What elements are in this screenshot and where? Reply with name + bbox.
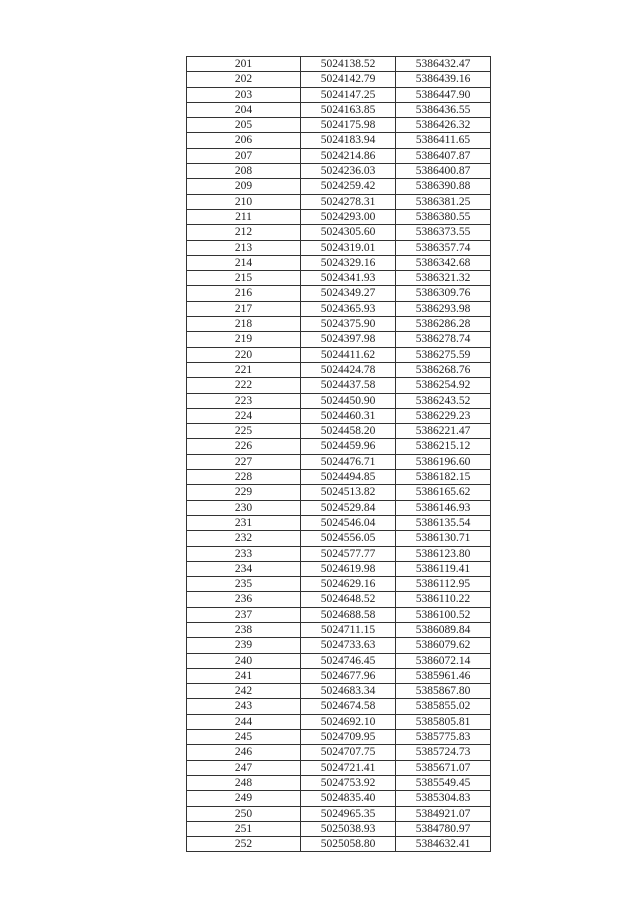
y-coordinate-cell: 5386357.74 (396, 240, 491, 255)
x-coordinate-cell: 5024147.25 (301, 87, 396, 102)
point-number-cell: 213 (187, 240, 301, 255)
point-number-cell: 208 (187, 164, 301, 179)
table-row (187, 72, 491, 87)
y-coordinate-cell: 5386275.59 (396, 347, 491, 362)
point-number-cell: 252 (187, 837, 301, 852)
y-coordinate-cell: 5386072.14 (396, 653, 491, 668)
x-coordinate-cell: 5024259.42 (301, 179, 396, 194)
table-row (187, 730, 491, 745)
table-row (187, 531, 491, 546)
y-coordinate-cell: 5386321.32 (396, 271, 491, 286)
y-coordinate-cell: 5386100.52 (396, 607, 491, 622)
point-number-cell: 249 (187, 791, 301, 806)
table-row (187, 745, 491, 760)
point-number-cell: 251 (187, 821, 301, 836)
y-coordinate-cell: 5385961.46 (396, 668, 491, 683)
point-number-cell: 229 (187, 485, 301, 500)
y-coordinate-cell: 5385805.81 (396, 714, 491, 729)
table-row (187, 408, 491, 423)
y-coordinate-cell: 5386381.25 (396, 194, 491, 209)
point-number-cell: 230 (187, 500, 301, 515)
x-coordinate-cell: 5024411.62 (301, 347, 396, 362)
x-coordinate-cell: 5024397.98 (301, 332, 396, 347)
point-number-cell: 220 (187, 347, 301, 362)
point-number-cell: 204 (187, 102, 301, 117)
point-number-cell: 235 (187, 577, 301, 592)
point-number-cell: 247 (187, 760, 301, 775)
y-coordinate-cell: 5385867.80 (396, 684, 491, 699)
y-coordinate-cell: 5385549.45 (396, 775, 491, 790)
x-coordinate-cell: 5024546.04 (301, 515, 396, 530)
table-row (187, 240, 491, 255)
table-row (187, 393, 491, 408)
point-number-cell: 212 (187, 225, 301, 240)
y-coordinate-cell: 5386407.87 (396, 148, 491, 163)
table-row (187, 439, 491, 454)
table-row (187, 286, 491, 301)
table-row (187, 118, 491, 133)
x-coordinate-cell: 5024753.92 (301, 775, 396, 790)
table-row (187, 806, 491, 821)
y-coordinate-cell: 5386447.90 (396, 87, 491, 102)
table-row (187, 561, 491, 576)
x-coordinate-cell: 5025038.93 (301, 821, 396, 836)
point-number-cell: 238 (187, 622, 301, 637)
y-coordinate-cell: 5386229.23 (396, 408, 491, 423)
table-row (187, 57, 491, 72)
point-number-cell: 215 (187, 271, 301, 286)
table-row (187, 653, 491, 668)
y-coordinate-cell: 5386268.76 (396, 362, 491, 377)
table-row (187, 791, 491, 806)
coordinates-table (186, 56, 491, 852)
table-row (187, 194, 491, 209)
table-row (187, 638, 491, 653)
y-coordinate-cell: 5386390.88 (396, 179, 491, 194)
point-number-cell: 248 (187, 775, 301, 790)
y-coordinate-cell: 5386089.84 (396, 622, 491, 637)
table-row (187, 347, 491, 362)
y-coordinate-cell: 5386079.62 (396, 638, 491, 653)
y-coordinate-cell: 5386221.47 (396, 424, 491, 439)
point-number-cell: 250 (187, 806, 301, 821)
y-coordinate-cell: 5386426.32 (396, 118, 491, 133)
point-number-cell: 240 (187, 653, 301, 668)
point-number-cell: 228 (187, 470, 301, 485)
x-coordinate-cell: 5024341.93 (301, 271, 396, 286)
point-number-cell: 225 (187, 424, 301, 439)
y-coordinate-cell: 5386278.74 (396, 332, 491, 347)
table-row (187, 760, 491, 775)
point-number-cell: 211 (187, 209, 301, 224)
y-coordinate-cell: 5386439.16 (396, 72, 491, 87)
point-number-cell: 222 (187, 378, 301, 393)
point-number-cell: 236 (187, 592, 301, 607)
point-number-cell: 217 (187, 301, 301, 316)
table-row (187, 148, 491, 163)
y-coordinate-cell: 5384780.97 (396, 821, 491, 836)
point-number-cell: 210 (187, 194, 301, 209)
x-coordinate-cell: 5024494.85 (301, 470, 396, 485)
table-row (187, 378, 491, 393)
table-row (187, 225, 491, 240)
x-coordinate-cell: 5024319.01 (301, 240, 396, 255)
table-row (187, 317, 491, 332)
point-number-cell: 224 (187, 408, 301, 423)
x-coordinate-cell: 5024476.71 (301, 454, 396, 469)
point-number-cell: 219 (187, 332, 301, 347)
x-coordinate-cell: 5024707.75 (301, 745, 396, 760)
x-coordinate-cell: 5024450.90 (301, 393, 396, 408)
x-coordinate-cell: 5024965.35 (301, 806, 396, 821)
point-number-cell: 207 (187, 148, 301, 163)
table-row (187, 470, 491, 485)
y-coordinate-cell: 5384921.07 (396, 806, 491, 821)
y-coordinate-cell: 5386400.87 (396, 164, 491, 179)
x-coordinate-cell: 5024293.00 (301, 209, 396, 224)
x-coordinate-cell: 5024688.58 (301, 607, 396, 622)
x-coordinate-cell: 5024138.52 (301, 57, 396, 72)
table-row (187, 515, 491, 530)
y-coordinate-cell: 5386243.52 (396, 393, 491, 408)
point-number-cell: 242 (187, 684, 301, 699)
x-coordinate-cell: 5024746.45 (301, 653, 396, 668)
x-coordinate-cell: 5024236.03 (301, 164, 396, 179)
point-number-cell: 245 (187, 730, 301, 745)
point-number-cell: 246 (187, 745, 301, 760)
y-coordinate-cell: 5385855.02 (396, 699, 491, 714)
point-number-cell: 241 (187, 668, 301, 683)
x-coordinate-cell: 5024709.95 (301, 730, 396, 745)
x-coordinate-cell: 5024629.16 (301, 577, 396, 592)
y-coordinate-cell: 5386182.15 (396, 470, 491, 485)
y-coordinate-cell: 5386286.28 (396, 317, 491, 332)
point-number-cell: 221 (187, 362, 301, 377)
x-coordinate-cell: 5024835.40 (301, 791, 396, 806)
table-row (187, 362, 491, 377)
table-row (187, 255, 491, 270)
table-row (187, 271, 491, 286)
x-coordinate-cell: 5024142.79 (301, 72, 396, 87)
point-number-cell: 201 (187, 57, 301, 72)
point-number-cell: 223 (187, 393, 301, 408)
x-coordinate-cell: 5024329.16 (301, 255, 396, 270)
table-row (187, 546, 491, 561)
table-row (187, 837, 491, 852)
point-number-cell: 203 (187, 87, 301, 102)
y-coordinate-cell: 5386432.47 (396, 57, 491, 72)
table-row (187, 684, 491, 699)
y-coordinate-cell: 5386342.68 (396, 255, 491, 270)
table-row (187, 424, 491, 439)
y-coordinate-cell: 5385671.07 (396, 760, 491, 775)
x-coordinate-cell: 5024175.98 (301, 118, 396, 133)
y-coordinate-cell: 5386254.92 (396, 378, 491, 393)
point-number-cell: 233 (187, 546, 301, 561)
table-row (187, 102, 491, 117)
x-coordinate-cell: 5024692.10 (301, 714, 396, 729)
x-coordinate-cell: 5024648.52 (301, 592, 396, 607)
x-coordinate-cell: 5024183.94 (301, 133, 396, 148)
point-number-cell: 232 (187, 531, 301, 546)
x-coordinate-cell: 5024529.84 (301, 500, 396, 515)
table-row (187, 577, 491, 592)
table-row (187, 179, 491, 194)
y-coordinate-cell: 5386112.95 (396, 577, 491, 592)
x-coordinate-cell: 5024674.58 (301, 699, 396, 714)
point-number-cell: 216 (187, 286, 301, 301)
point-number-cell: 209 (187, 179, 301, 194)
point-number-cell: 234 (187, 561, 301, 576)
point-number-cell: 206 (187, 133, 301, 148)
table-row (187, 164, 491, 179)
y-coordinate-cell: 5386380.55 (396, 209, 491, 224)
x-coordinate-cell: 5025058.80 (301, 837, 396, 852)
point-number-cell: 231 (187, 515, 301, 530)
table-row (187, 133, 491, 148)
x-coordinate-cell: 5024460.31 (301, 408, 396, 423)
y-coordinate-cell: 5386411.65 (396, 133, 491, 148)
point-number-cell: 214 (187, 255, 301, 270)
y-coordinate-cell: 5386293.98 (396, 301, 491, 316)
point-number-cell: 202 (187, 72, 301, 87)
x-coordinate-cell: 5024163.85 (301, 102, 396, 117)
coordinates-table-body (187, 57, 491, 852)
y-coordinate-cell: 5385775.83 (396, 730, 491, 745)
table-row (187, 775, 491, 790)
point-number-cell: 239 (187, 638, 301, 653)
y-coordinate-cell: 5386196.60 (396, 454, 491, 469)
x-coordinate-cell: 5024619.98 (301, 561, 396, 576)
y-coordinate-cell: 5386135.54 (396, 515, 491, 530)
table-row (187, 301, 491, 316)
y-coordinate-cell: 5386146.93 (396, 500, 491, 515)
point-number-cell: 218 (187, 317, 301, 332)
x-coordinate-cell: 5024365.93 (301, 301, 396, 316)
point-number-cell: 227 (187, 454, 301, 469)
y-coordinate-cell: 5386373.55 (396, 225, 491, 240)
table-row (187, 668, 491, 683)
x-coordinate-cell: 5024305.60 (301, 225, 396, 240)
y-coordinate-cell: 5386119.41 (396, 561, 491, 576)
x-coordinate-cell: 5024577.77 (301, 546, 396, 561)
y-coordinate-cell: 5386110.22 (396, 592, 491, 607)
x-coordinate-cell: 5024214.86 (301, 148, 396, 163)
y-coordinate-cell: 5386123.80 (396, 546, 491, 561)
table-row (187, 500, 491, 515)
y-coordinate-cell: 5386309.76 (396, 286, 491, 301)
y-coordinate-cell: 5386130.71 (396, 531, 491, 546)
y-coordinate-cell: 5386165.62 (396, 485, 491, 500)
table-row (187, 454, 491, 469)
table-row (187, 209, 491, 224)
table-row (187, 622, 491, 637)
table-row (187, 714, 491, 729)
point-number-cell: 237 (187, 607, 301, 622)
table-row (187, 485, 491, 500)
point-number-cell: 205 (187, 118, 301, 133)
point-number-cell: 244 (187, 714, 301, 729)
table-row (187, 821, 491, 836)
x-coordinate-cell: 5024513.82 (301, 485, 396, 500)
table-row (187, 87, 491, 102)
x-coordinate-cell: 5024711.15 (301, 622, 396, 637)
x-coordinate-cell: 5024349.27 (301, 286, 396, 301)
table-row (187, 332, 491, 347)
x-coordinate-cell: 5024375.90 (301, 317, 396, 332)
x-coordinate-cell: 5024556.05 (301, 531, 396, 546)
x-coordinate-cell: 5024458.20 (301, 424, 396, 439)
x-coordinate-cell: 5024683.34 (301, 684, 396, 699)
y-coordinate-cell: 5386436.55 (396, 102, 491, 117)
x-coordinate-cell: 5024459.96 (301, 439, 396, 454)
table-row (187, 699, 491, 714)
x-coordinate-cell: 5024721.41 (301, 760, 396, 775)
y-coordinate-cell: 5386215.12 (396, 439, 491, 454)
x-coordinate-cell: 5024278.31 (301, 194, 396, 209)
table-row (187, 607, 491, 622)
point-number-cell: 243 (187, 699, 301, 714)
x-coordinate-cell: 5024437.58 (301, 378, 396, 393)
y-coordinate-cell: 5385724.73 (396, 745, 491, 760)
y-coordinate-cell: 5385304.83 (396, 791, 491, 806)
x-coordinate-cell: 5024677.96 (301, 668, 396, 683)
x-coordinate-cell: 5024733.63 (301, 638, 396, 653)
table-row (187, 592, 491, 607)
point-number-cell: 226 (187, 439, 301, 454)
y-coordinate-cell: 5384632.41 (396, 837, 491, 852)
x-coordinate-cell: 5024424.78 (301, 362, 396, 377)
